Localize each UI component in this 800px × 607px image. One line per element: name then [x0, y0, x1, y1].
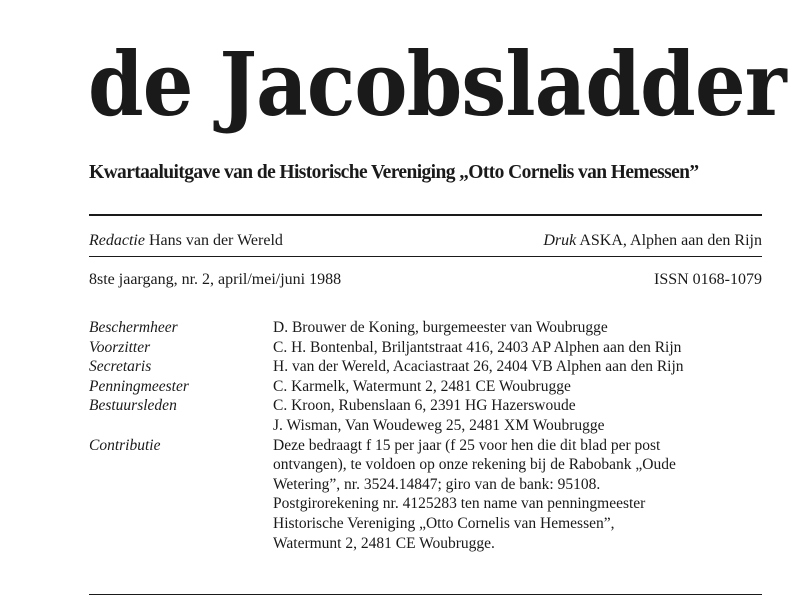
member-2: J. Wisman, Van Woudeweg 25, 2481 XM Woubrugge — [273, 416, 605, 434]
chair-value: C. H. Bontenbal, Briljantstraat 416, 2403 AP Alphen aan den Rijn — [273, 338, 682, 356]
board-row-secretary — [89, 357, 769, 377]
board-row-members — [89, 396, 769, 435]
contribution-line: ontvangen), te voldoen op onze rekening bij de Rabobank „Oude — [273, 456, 676, 474]
member-1: C. Kroon, Rubenslaan 6, 2391 HG Hazerswoude — [273, 397, 576, 415]
contribution-line: Postgirorekening nr. 4125283 ten name van penningmeester — [273, 495, 646, 513]
bottom-divider — [89, 594, 762, 595]
masthead-title: de Jacobsladder — [88, 32, 786, 136]
credits-print — [543, 232, 762, 250]
board-row-treasurer — [89, 377, 769, 397]
credits-editor — [89, 232, 283, 249]
board-row-contribution — [89, 436, 769, 554]
board-list — [89, 318, 769, 553]
treasurer-label: Penningmeester — [89, 377, 189, 395]
print-name: ASKA, Alphen aan den Rijn — [579, 232, 762, 249]
editor-name: Hans van der Wereld — [148, 232, 283, 249]
top-divider — [89, 214, 762, 216]
patron-value: D. Brouwer de Koning, burgemeester van Woubrugge — [273, 319, 608, 336]
print-label: Druk — [543, 232, 577, 249]
masthead-subtitle: Kwartaaluitgave van de Historische Vereniging „Otto Cornelis van Hemessen” — [89, 162, 699, 183]
issn: ISSN 0168-1079 — [653, 271, 762, 288]
contribution-line: Historische Vereniging „Otto Cornelis van Hemessen”, — [273, 514, 615, 532]
board-row-patron — [89, 318, 769, 338]
issue-line — [89, 271, 762, 289]
members-label: Bestuursleden — [89, 397, 177, 415]
contribution-line: Wetering”, nr. 3524.14847; giro van de bank: 95108. — [273, 475, 601, 493]
editor-label: Redactie — [89, 232, 145, 249]
chair-label: Voorzitter — [89, 338, 151, 356]
board-row-chair — [89, 338, 769, 358]
secretary-label: Secretaris — [89, 358, 152, 376]
middle-divider — [89, 256, 762, 257]
contribution-line: Deze bedraagt f 15 per jaar (f 25 voor hen die dit blad per post — [273, 436, 661, 454]
contribution-line: Watermunt 2, 2481 CE Woubrugge. — [273, 534, 495, 552]
patron-label: Beschermheer — [89, 319, 178, 336]
treasurer-value: C. Karmelk, Watermunt 2, 2481 CE Woubrugge — [273, 377, 571, 395]
contribution-label: Contributie — [89, 436, 161, 454]
credits-line — [89, 232, 762, 250]
volume-line: 8ste jaargang, nr. 2, april/mei/juni 1988 — [89, 271, 342, 288]
secretary-value: H. van der Wereld, Acaciastraat 26, 2404 VB Alphen aan den Rijn — [273, 358, 684, 376]
